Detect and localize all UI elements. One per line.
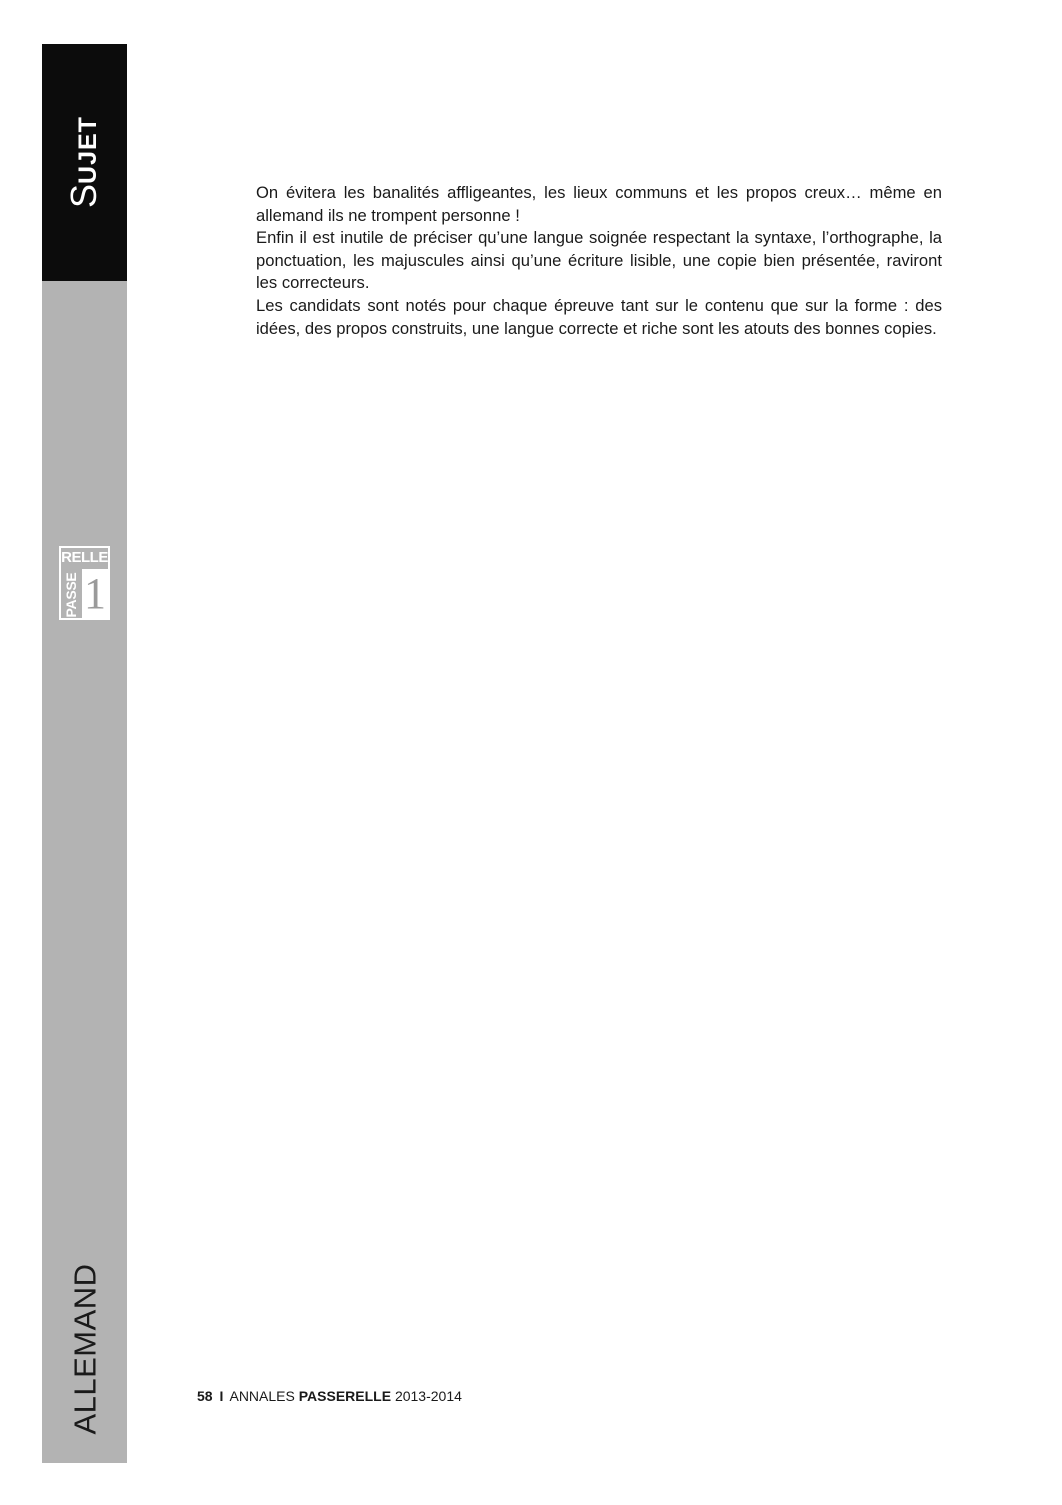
logo-number: 1 (84, 569, 106, 618)
paragraph: On évitera les banalités affligeantes, les lieux communs et les propos creux… même en allemand ils ne trompent personne ! (256, 183, 942, 225)
body-text (256, 182, 942, 340)
footer-brand: PASSERELLE (298, 1388, 392, 1404)
section-label-initial: S (63, 183, 104, 208)
page-number: 58 (197, 1388, 213, 1404)
sidebar (42, 44, 127, 1463)
page-footer (197, 1388, 462, 1404)
section-label (63, 116, 104, 208)
subject-label: ALLEMAND (67, 1263, 103, 1435)
paragraph: Enfin il est inutile de préciser qu’une langue soignée respectant la syntaxe, l’orthographe, la ponctuation, les majuscules ainsi qu’une écriture lisible, une copie bien présentée, raviront les correcteurs. (256, 228, 942, 293)
passerelle-logo (59, 546, 110, 620)
paragraph: Les candidats sont notés pour chaque épreuve tant sur le contenu que sur la forme : des idées, des propos construits, une langue correcte et riche sont les atouts des bonnes copies. (256, 295, 942, 338)
footer-separator: I (219, 1388, 224, 1404)
section-header-block (42, 44, 127, 281)
footer-years: 2013-2014 (394, 1388, 462, 1404)
footer-annales: ANNALES (229, 1388, 295, 1404)
logo-side-text: PASSE (63, 572, 79, 618)
section-label-rest: UJET (74, 116, 102, 184)
logo-top-text: RELLE (61, 549, 108, 566)
